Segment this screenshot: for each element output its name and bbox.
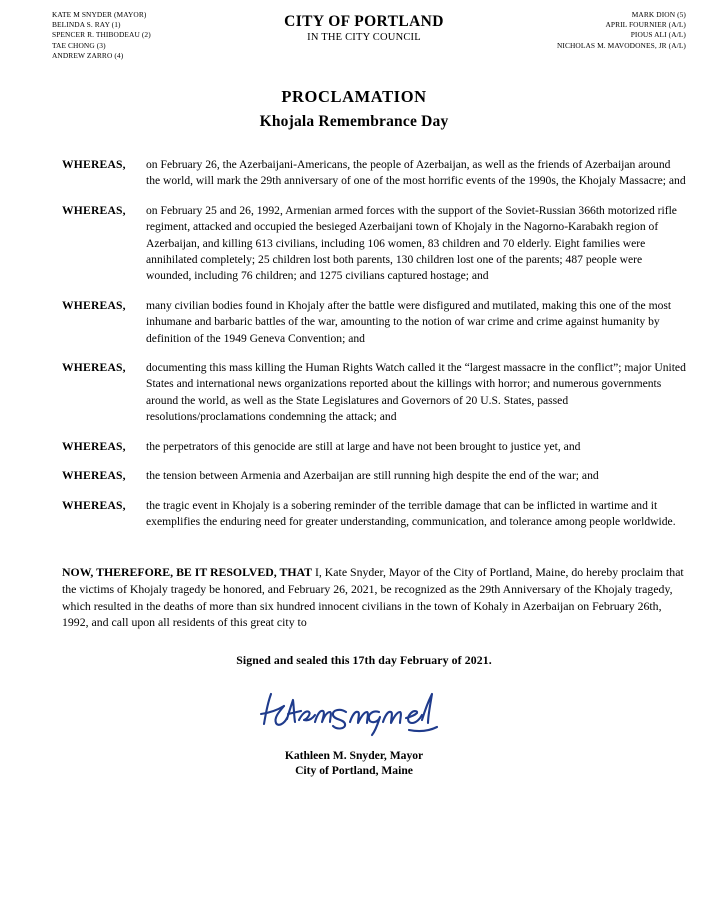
council-member: SPENCER R. THIBODEAU (2) (52, 30, 151, 40)
council-members-right (486, 10, 686, 51)
signature-name: Kathleen M. Snyder, Mayor (284, 748, 424, 762)
resolution-paragraph (62, 564, 686, 630)
whereas-text: the tragic event in Khojaly is a sobering reminder of the terrible damage that can be inflicted in wartime and it exemplifies the enduring need for greater understanding, communication, and tolerance among people worldwide. (146, 498, 676, 528)
whereas-label: WHEREAS, (62, 498, 126, 512)
whereas-text: documenting this mass killing the Human Rights Watch called it the “largest massacre in the conflict”; major United States and international news organizations reported about the killings with horror; and numerous governments around the world, as well as the State Legislatures and Governors of 20 U.S. States, passed resolutions/proclamations condemning the attack; and (146, 361, 686, 424)
whereas-label: WHEREAS, (62, 361, 126, 375)
signed-sealed-line: Signed and sealed this 17th day February of 2021. (236, 652, 492, 667)
whereas-text: the tension between Armenia and Azerbaijan are still running high despite the end of the war; and (146, 469, 599, 483)
whereas-clause (62, 157, 686, 190)
resolution-lead: NOW, THEREFORE, BE IT RESOLVED, THAT (62, 565, 313, 580)
signature-area (0, 686, 708, 746)
whereas-clause-list (62, 157, 686, 530)
page-subtitle: Khojala Remembrance Day (259, 113, 449, 131)
whereas-clause (62, 439, 686, 455)
whereas-text: the perpetrators of this genocide are still at large and have not been brought to justice yet, and (146, 439, 581, 453)
whereas-text: on February 26, the Azerbaijani-Americans, the people of Azerbaijan, as well as the friends of Azerbaijan around the world, will mark the 29th anniversary of one of the most horrific events of the 1990s, the Khojaly Massacre; and (146, 158, 686, 188)
city-title-block (242, 10, 486, 45)
page-title: PROCLAMATION (281, 87, 427, 107)
resolution-body: I, Kate Snyder, Mayor of the City of Portland, Maine, do hereby proclaim that the victims of Khojaly tragedy be honored, and February 26, 2021, be recognized as the 29th Anniversary of the Khojaly tragedy, which resulted in the deaths of more than six hundred innocent civilians in the town of Kohaly in Azerbaijan on February 26th, 1992, and call upon all residents of this great city to (62, 565, 684, 630)
whereas-clause (62, 298, 686, 347)
city-title: CITY OF PORTLAND (284, 13, 444, 30)
whereas-clause (62, 360, 686, 426)
council-member: MARK DION (5) (631, 10, 686, 19)
council-member: ANDREW ZARRO (4) (52, 50, 124, 60)
council-members-left (52, 10, 242, 61)
whereas-label: WHEREAS, (62, 439, 126, 453)
whereas-text: many civilian bodies found in Khojaly after the battle were disfigured and mutilated, making this one of the most inhumane and barbaric battles of the war, amounting to the notion of war crime and crime against humanity by definition of the 1949 Geneva Convention; and (146, 298, 672, 345)
council-member: APRIL FOURNIER (A/L) (605, 20, 686, 30)
council-member: KATE M SNYDER (MAYOR) (52, 10, 147, 19)
council-member: NICHOLAS M. MAVODONES, JR (A/L) (556, 40, 686, 50)
council-member: BELINDA S. RAY (1) (52, 20, 121, 30)
whereas-clause (62, 468, 686, 484)
council-member: PIOUS ALI (A/L) (630, 30, 686, 40)
whereas-label: WHEREAS, (62, 469, 126, 483)
city-subtitle: IN THE CITY COUNCIL (307, 32, 421, 43)
document-header (0, 0, 708, 61)
whereas-label: WHEREAS, (62, 203, 126, 217)
signature-image (254, 686, 454, 742)
whereas-label: WHEREAS, (62, 158, 126, 172)
whereas-clause (62, 498, 686, 531)
whereas-text: on February 25 and 26, 1992, Armenian armed forces with the support of the Soviet-Russian 366th motorized rifle regiment, attacked and occupied the besieged Azerbaijani town of Khojaly in the Nagorno-Karabakh region of Azerbaijan, and killing 613 civilians, including 106 women, 83 children and 70 elderly. Eight families were annihilated completely; 25 children lost both parents, 130 children lost one of the parents; 487 people were wounded, including 76 children; and 1275 civilians captured hostage; and (146, 203, 677, 283)
signature-org: City of Portland, Maine (295, 763, 413, 777)
whereas-clause (62, 203, 686, 285)
whereas-label: WHEREAS, (62, 298, 126, 312)
council-member: TAE CHONG (3) (52, 40, 106, 50)
